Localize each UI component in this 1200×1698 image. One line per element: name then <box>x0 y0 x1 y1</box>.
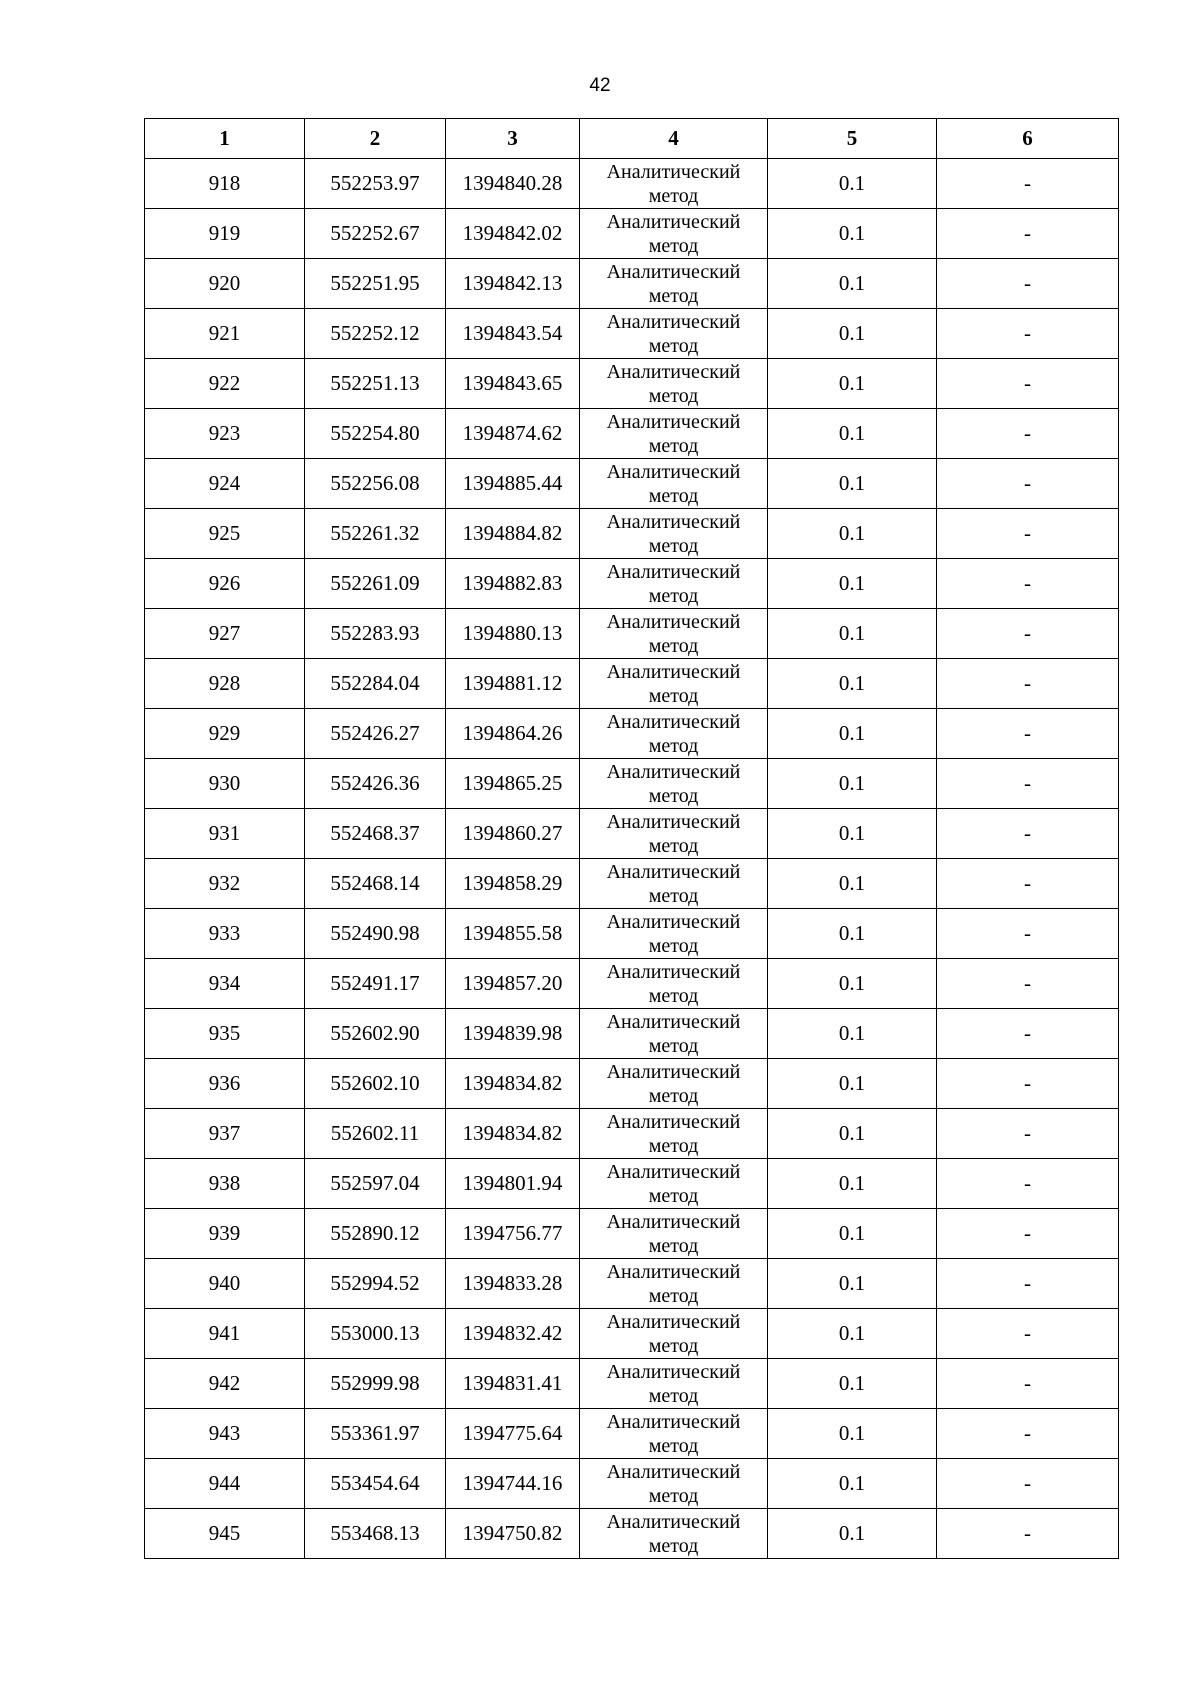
point-number-cell: 933 <box>145 909 305 959</box>
accuracy-cell: 0.1 <box>768 759 937 809</box>
table-row <box>145 809 1119 859</box>
point-number-cell: 945 <box>145 1509 305 1559</box>
method-line-1: Аналитический <box>606 1310 741 1333</box>
note-cell: - <box>937 1509 1119 1559</box>
coordinate-y-cell: 1394842.13 <box>446 259 580 309</box>
note-cell: - <box>937 1059 1119 1109</box>
method-cell <box>580 159 768 209</box>
note-cell: - <box>937 709 1119 759</box>
coordinate-x-cell: 552426.36 <box>305 759 446 809</box>
point-number-cell: 944 <box>145 1459 305 1509</box>
coordinate-y-cell: 1394843.65 <box>446 359 580 409</box>
method-cell <box>580 709 768 759</box>
method-line-2: метод <box>648 1034 699 1057</box>
header-col-2: 2 <box>305 119 446 159</box>
coordinate-y-cell: 1394882.83 <box>446 559 580 609</box>
table-row <box>145 1259 1119 1309</box>
method-line-2: метод <box>648 1384 699 1407</box>
method-line-1: Аналитический <box>606 260 741 283</box>
method-line-2: метод <box>648 1484 699 1507</box>
note-cell: - <box>937 1209 1119 1259</box>
method-line-2: метод <box>648 434 699 457</box>
accuracy-cell: 0.1 <box>768 459 937 509</box>
table-row <box>145 459 1119 509</box>
table-row <box>145 609 1119 659</box>
method-line-2: метод <box>648 734 699 757</box>
header-row <box>145 119 1119 159</box>
method-line-2: метод <box>648 384 699 407</box>
coordinate-y-cell: 1394874.62 <box>446 409 580 459</box>
point-number-cell: 929 <box>145 709 305 759</box>
method-cell <box>580 1159 768 1209</box>
coordinate-x-cell: 552284.04 <box>305 659 446 709</box>
table-row <box>145 1509 1119 1559</box>
coordinate-x-cell: 553000.13 <box>305 1309 446 1359</box>
coordinate-y-cell: 1394864.26 <box>446 709 580 759</box>
accuracy-cell: 0.1 <box>768 209 937 259</box>
accuracy-cell: 0.1 <box>768 1009 937 1059</box>
method-cell <box>580 509 768 559</box>
note-cell: - <box>937 159 1119 209</box>
method-line-1: Аналитический <box>606 660 741 683</box>
note-cell: - <box>937 309 1119 359</box>
method-cell <box>580 359 768 409</box>
coordinate-y-cell: 1394831.41 <box>446 1359 580 1409</box>
coordinate-x-cell: 552261.32 <box>305 509 446 559</box>
table-row <box>145 209 1119 259</box>
coordinate-y-cell: 1394832.42 <box>446 1309 580 1359</box>
coordinate-x-cell: 553454.64 <box>305 1459 446 1509</box>
point-number-cell: 927 <box>145 609 305 659</box>
table-row <box>145 409 1119 459</box>
coordinate-y-cell: 1394885.44 <box>446 459 580 509</box>
accuracy-cell: 0.1 <box>768 659 937 709</box>
header-col-5: 5 <box>768 119 937 159</box>
header-col-6: 6 <box>937 119 1119 159</box>
table-row <box>145 859 1119 909</box>
point-number-cell: 932 <box>145 859 305 909</box>
method-line-1: Аналитический <box>606 960 741 983</box>
table-row <box>145 259 1119 309</box>
page-number: 42 <box>589 75 611 96</box>
note-cell: - <box>937 609 1119 659</box>
point-number-cell: 941 <box>145 1309 305 1359</box>
accuracy-cell: 0.1 <box>768 1409 937 1459</box>
table-row <box>145 959 1119 1009</box>
method-cell <box>580 1459 768 1509</box>
coordinate-y-cell: 1394756.77 <box>446 1209 580 1259</box>
coordinate-x-cell: 552261.09 <box>305 559 446 609</box>
point-number-cell: 920 <box>145 259 305 309</box>
method-cell <box>580 1509 768 1559</box>
method-line-1: Аналитический <box>606 760 741 783</box>
coordinate-x-cell: 552999.98 <box>305 1359 446 1409</box>
point-number-cell: 943 <box>145 1409 305 1459</box>
note-cell: - <box>937 559 1119 609</box>
coordinate-y-cell: 1394801.94 <box>446 1159 580 1209</box>
point-number-cell: 919 <box>145 209 305 259</box>
method-line-1: Аналитический <box>606 910 741 933</box>
coordinate-y-cell: 1394775.64 <box>446 1409 580 1459</box>
note-cell: - <box>937 1109 1119 1159</box>
method-cell <box>580 859 768 909</box>
coordinate-x-cell: 552253.97 <box>305 159 446 209</box>
note-cell: - <box>937 759 1119 809</box>
accuracy-cell: 0.1 <box>768 309 937 359</box>
method-line-1: Аналитический <box>606 710 741 733</box>
table-row <box>145 1459 1119 1509</box>
method-line-2: метод <box>648 184 699 207</box>
method-line-2: метод <box>648 834 699 857</box>
coordinate-y-cell: 1394865.25 <box>446 759 580 809</box>
note-cell: - <box>937 909 1119 959</box>
method-cell <box>580 409 768 459</box>
point-number-cell: 921 <box>145 309 305 359</box>
note-cell: - <box>937 1409 1119 1459</box>
point-number-cell: 918 <box>145 159 305 209</box>
method-line-2: метод <box>648 334 699 357</box>
coordinate-x-cell: 552254.80 <box>305 409 446 459</box>
table-body <box>145 159 1119 1559</box>
method-cell <box>580 1309 768 1359</box>
coordinate-x-cell: 552468.37 <box>305 809 446 859</box>
note-cell: - <box>937 409 1119 459</box>
coordinate-x-cell: 553468.13 <box>305 1509 446 1559</box>
coordinate-x-cell: 552602.10 <box>305 1059 446 1109</box>
method-line-1: Аналитический <box>606 310 741 333</box>
note-cell: - <box>937 1259 1119 1309</box>
accuracy-cell: 0.1 <box>768 709 937 759</box>
table-row <box>145 1359 1119 1409</box>
point-number-cell: 928 <box>145 659 305 709</box>
method-line-1: Аналитический <box>606 360 741 383</box>
method-line-2: метод <box>648 1084 699 1107</box>
method-cell <box>580 909 768 959</box>
point-number-cell: 935 <box>145 1009 305 1059</box>
method-line-2: метод <box>648 1284 699 1307</box>
coordinate-y-cell: 1394884.82 <box>446 509 580 559</box>
point-number-cell: 934 <box>145 959 305 1009</box>
accuracy-cell: 0.1 <box>768 1109 937 1159</box>
method-line-2: метод <box>648 1134 699 1157</box>
coordinate-x-cell: 552251.13 <box>305 359 446 409</box>
method-line-1: Аналитический <box>606 1010 741 1033</box>
method-line-1: Аналитический <box>606 1160 741 1183</box>
point-number-cell: 939 <box>145 1209 305 1259</box>
method-line-2: метод <box>648 1184 699 1207</box>
method-line-1: Аналитический <box>606 510 741 533</box>
accuracy-cell: 0.1 <box>768 259 937 309</box>
table-row <box>145 1309 1119 1359</box>
header-col-3: 3 <box>446 119 580 159</box>
point-number-cell: 936 <box>145 1059 305 1109</box>
accuracy-cell: 0.1 <box>768 359 937 409</box>
method-cell <box>580 459 768 509</box>
accuracy-cell: 0.1 <box>768 1359 937 1409</box>
method-cell <box>580 259 768 309</box>
coordinate-x-cell: 552426.27 <box>305 709 446 759</box>
method-cell <box>580 209 768 259</box>
coordinate-y-cell: 1394855.58 <box>446 909 580 959</box>
method-line-1: Аналитический <box>606 210 741 233</box>
point-number-cell: 938 <box>145 1159 305 1209</box>
note-cell: - <box>937 259 1119 309</box>
table-row <box>145 709 1119 759</box>
coordinate-x-cell: 553361.97 <box>305 1409 446 1459</box>
method-line-1: Аналитический <box>606 1110 741 1133</box>
method-cell <box>580 959 768 1009</box>
method-line-2: метод <box>648 234 699 257</box>
note-cell: - <box>937 959 1119 1009</box>
accuracy-cell: 0.1 <box>768 959 937 1009</box>
coordinate-y-cell: 1394880.13 <box>446 609 580 659</box>
table-row <box>145 359 1119 409</box>
point-number-cell: 930 <box>145 759 305 809</box>
table-row <box>145 509 1119 559</box>
table-row <box>145 1109 1119 1159</box>
method-cell <box>580 1009 768 1059</box>
coordinate-y-cell: 1394834.82 <box>446 1109 580 1159</box>
method-line-1: Аналитический <box>606 160 741 183</box>
table-row <box>145 1159 1119 1209</box>
point-number-cell: 940 <box>145 1259 305 1309</box>
method-cell <box>580 1359 768 1409</box>
accuracy-cell: 0.1 <box>768 1209 937 1259</box>
method-line-2: метод <box>648 1234 699 1257</box>
coordinate-y-cell: 1394744.16 <box>446 1459 580 1509</box>
method-cell <box>580 659 768 709</box>
accuracy-cell: 0.1 <box>768 609 937 659</box>
method-line-2: метод <box>648 634 699 657</box>
note-cell: - <box>937 659 1119 709</box>
table-row <box>145 659 1119 709</box>
method-line-2: метод <box>648 784 699 807</box>
point-number-cell: 924 <box>145 459 305 509</box>
method-line-1: Аналитический <box>606 1210 741 1233</box>
point-number-cell: 937 <box>145 1109 305 1159</box>
accuracy-cell: 0.1 <box>768 1259 937 1309</box>
note-cell: - <box>937 859 1119 909</box>
coordinate-y-cell: 1394881.12 <box>446 659 580 709</box>
method-line-2: метод <box>648 534 699 557</box>
coordinate-x-cell: 552252.67 <box>305 209 446 259</box>
note-cell: - <box>937 809 1119 859</box>
table-row <box>145 309 1119 359</box>
note-cell: - <box>937 1359 1119 1409</box>
note-cell: - <box>937 209 1119 259</box>
method-line-1: Аналитический <box>606 1260 741 1283</box>
table-header <box>145 119 1119 159</box>
method-line-1: Аналитический <box>606 460 741 483</box>
coordinate-y-cell: 1394750.82 <box>446 1509 580 1559</box>
accuracy-cell: 0.1 <box>768 809 937 859</box>
note-cell: - <box>937 1009 1119 1059</box>
coordinate-x-cell: 552468.14 <box>305 859 446 909</box>
coordinate-y-cell: 1394840.28 <box>446 159 580 209</box>
coordinate-x-cell: 552890.12 <box>305 1209 446 1259</box>
method-line-1: Аналитический <box>606 1460 741 1483</box>
method-line-1: Аналитический <box>606 410 741 433</box>
table-row <box>145 909 1119 959</box>
coordinate-y-cell: 1394843.54 <box>446 309 580 359</box>
accuracy-cell: 0.1 <box>768 559 937 609</box>
method-line-2: метод <box>648 934 699 957</box>
coordinate-y-cell: 1394842.02 <box>446 209 580 259</box>
method-cell <box>580 1109 768 1159</box>
method-cell <box>580 759 768 809</box>
method-line-2: метод <box>648 484 699 507</box>
table-row <box>145 1209 1119 1259</box>
coordinates-table <box>144 118 1119 1559</box>
coordinate-y-cell: 1394834.82 <box>446 1059 580 1109</box>
method-line-2: метод <box>648 1334 699 1357</box>
table-row <box>145 559 1119 609</box>
note-cell: - <box>937 509 1119 559</box>
point-number-cell: 931 <box>145 809 305 859</box>
method-line-2: метод <box>648 1434 699 1457</box>
method-line-1: Аналитический <box>606 860 741 883</box>
header-col-4: 4 <box>580 119 768 159</box>
method-line-1: Аналитический <box>606 1060 741 1083</box>
method-line-2: метод <box>648 884 699 907</box>
method-line-2: метод <box>648 684 699 707</box>
method-line-2: метод <box>648 584 699 607</box>
note-cell: - <box>937 1459 1119 1509</box>
table-row <box>145 759 1119 809</box>
point-number-cell: 925 <box>145 509 305 559</box>
coordinate-x-cell: 552602.11 <box>305 1109 446 1159</box>
coordinate-y-cell: 1394857.20 <box>446 959 580 1009</box>
method-line-1: Аналитический <box>606 1360 741 1383</box>
table-row <box>145 1059 1119 1109</box>
coordinate-x-cell: 552491.17 <box>305 959 446 1009</box>
method-cell <box>580 309 768 359</box>
accuracy-cell: 0.1 <box>768 509 937 559</box>
method-cell <box>580 809 768 859</box>
coordinate-x-cell: 552994.52 <box>305 1259 446 1309</box>
accuracy-cell: 0.1 <box>768 1309 937 1359</box>
method-line-1: Аналитический <box>606 560 741 583</box>
method-line-1: Аналитический <box>606 1510 741 1533</box>
table-row <box>145 1009 1119 1059</box>
note-cell: - <box>937 359 1119 409</box>
method-cell <box>580 559 768 609</box>
accuracy-cell: 0.1 <box>768 1509 937 1559</box>
method-line-2: метод <box>648 1534 699 1557</box>
method-cell <box>580 1059 768 1109</box>
method-line-1: Аналитический <box>606 610 741 633</box>
method-line-1: Аналитический <box>606 1410 741 1433</box>
method-line-1: Аналитический <box>606 810 741 833</box>
coordinate-x-cell: 552252.12 <box>305 309 446 359</box>
point-number-cell: 942 <box>145 1359 305 1409</box>
method-line-2: метод <box>648 984 699 1007</box>
accuracy-cell: 0.1 <box>768 909 937 959</box>
coordinate-y-cell: 1394860.27 <box>446 809 580 859</box>
table-row <box>145 159 1119 209</box>
point-number-cell: 923 <box>145 409 305 459</box>
coordinate-y-cell: 1394858.29 <box>446 859 580 909</box>
accuracy-cell: 0.1 <box>768 1059 937 1109</box>
accuracy-cell: 0.1 <box>768 159 937 209</box>
note-cell: - <box>937 459 1119 509</box>
accuracy-cell: 0.1 <box>768 859 937 909</box>
coordinate-x-cell: 552256.08 <box>305 459 446 509</box>
coordinate-y-cell: 1394833.28 <box>446 1259 580 1309</box>
method-cell <box>580 1259 768 1309</box>
note-cell: - <box>937 1309 1119 1359</box>
table-row <box>145 1409 1119 1459</box>
coordinate-x-cell: 552602.90 <box>305 1009 446 1059</box>
coordinate-x-cell: 552490.98 <box>305 909 446 959</box>
header-col-1: 1 <box>145 119 305 159</box>
method-cell <box>580 1209 768 1259</box>
accuracy-cell: 0.1 <box>768 1159 937 1209</box>
coordinate-y-cell: 1394839.98 <box>446 1009 580 1059</box>
point-number-cell: 922 <box>145 359 305 409</box>
point-number-cell: 926 <box>145 559 305 609</box>
accuracy-cell: 0.1 <box>768 409 937 459</box>
coordinate-x-cell: 552283.93 <box>305 609 446 659</box>
coordinate-x-cell: 552597.04 <box>305 1159 446 1209</box>
coordinate-x-cell: 552251.95 <box>305 259 446 309</box>
note-cell: - <box>937 1159 1119 1209</box>
method-line-2: метод <box>648 284 699 307</box>
accuracy-cell: 0.1 <box>768 1459 937 1509</box>
method-cell <box>580 1409 768 1459</box>
method-cell <box>580 609 768 659</box>
